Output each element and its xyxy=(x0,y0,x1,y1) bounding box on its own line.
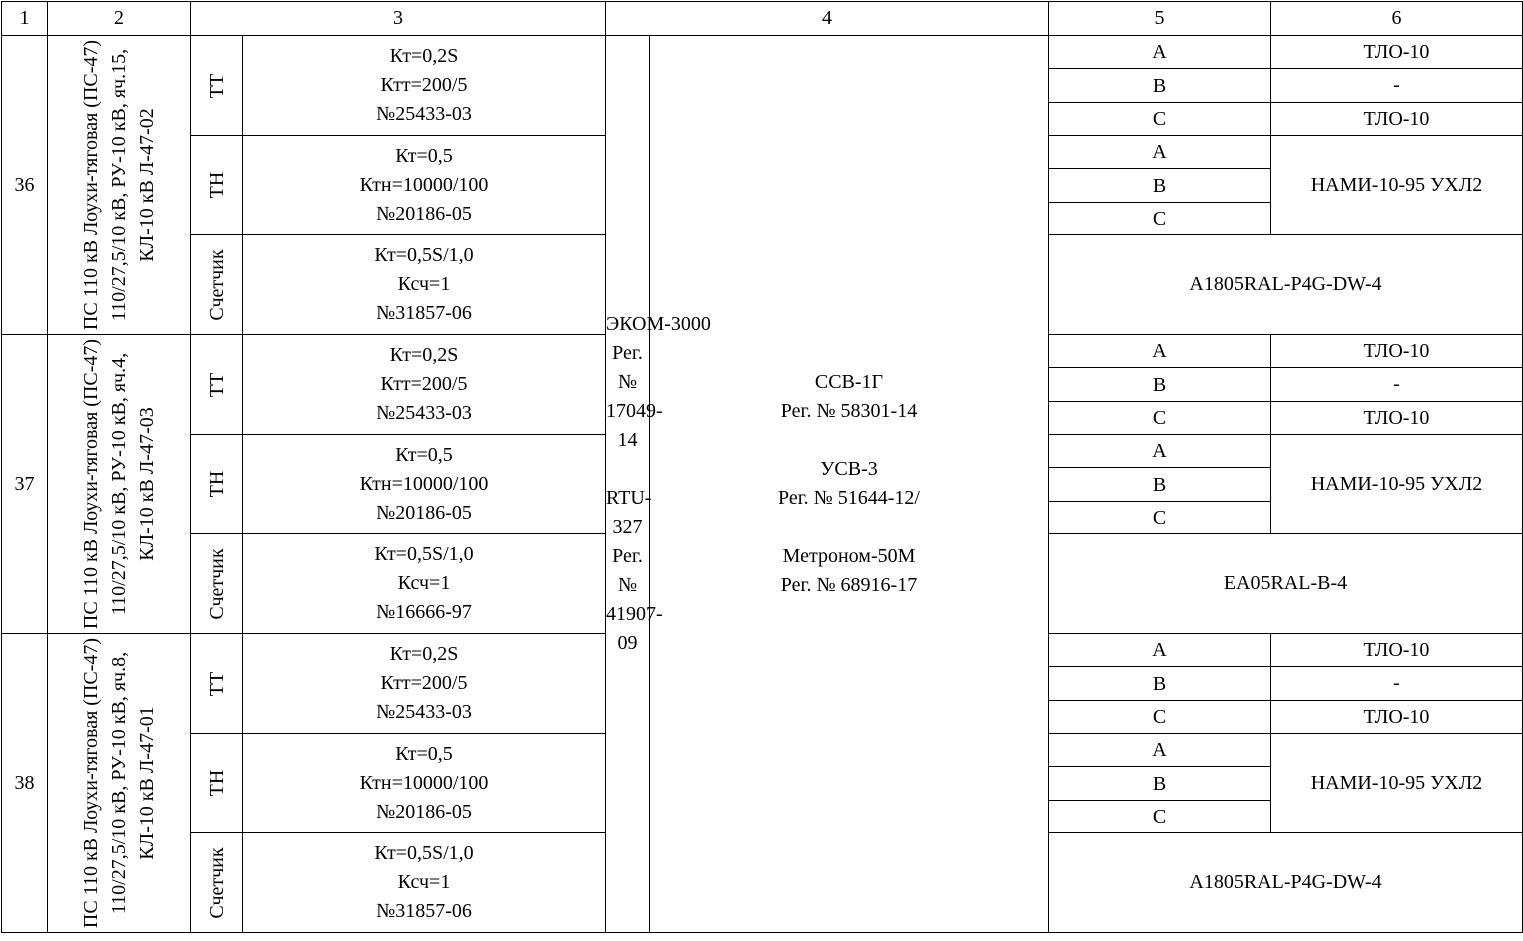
tn-params: Кт=0,5 Ктн=10000/100 №20186-05 xyxy=(243,136,606,235)
header-cell-2: 2 xyxy=(48,2,191,36)
tt-phase-device: - xyxy=(1271,368,1523,402)
tn-phase-label: A xyxy=(1049,734,1271,767)
meter-type-label: Счетчик xyxy=(205,547,228,620)
meter-type-label: Счетчик xyxy=(205,846,228,919)
tt-phase-label: B xyxy=(1049,368,1271,402)
tt-type-label: ТТ xyxy=(205,671,228,696)
tt-phase-label: C xyxy=(1049,402,1271,435)
tn-phase-label: A xyxy=(1049,435,1271,468)
meter-type-cell xyxy=(191,235,243,335)
tt-phase-label: A xyxy=(1049,634,1271,667)
tt-phase-device: ТЛО-10 xyxy=(1271,103,1523,136)
tt-phase-row xyxy=(2,36,1523,69)
tn-type-label: ТН xyxy=(205,470,228,498)
tt-type-label: ТТ xyxy=(205,372,228,397)
tt-type-cell xyxy=(191,335,243,435)
tn-type-cell xyxy=(191,435,243,534)
row-number: 37 xyxy=(2,335,48,634)
tn-phase-label: B xyxy=(1049,169,1271,203)
col5-devices: ЭКОМ-3000 Рег. № 17049-14 RTU-327 Рег. № 41907-09 xyxy=(606,36,650,933)
row-number: 38 xyxy=(2,634,48,933)
tn-device: НАМИ-10-95 УХЛ2 xyxy=(1271,435,1523,534)
tn-phase-label: B xyxy=(1049,767,1271,801)
tt-params: Кт=0,2S Ктт=200/5 №25433-03 xyxy=(243,36,606,136)
tt-phase-device: ТЛО-10 xyxy=(1271,701,1523,734)
tt-phase-label: A xyxy=(1049,335,1271,368)
meter-type-label: Счетчик xyxy=(205,248,228,321)
meter-params: Кт=0,5S/1,0 Ксч=1 №31857-06 xyxy=(243,235,606,335)
header-cell-1: 1 xyxy=(2,2,48,36)
tn-params: Кт=0,5 Ктн=10000/100 №20186-05 xyxy=(243,734,606,833)
tn-phase-label: C xyxy=(1049,203,1271,235)
tn-phase-label: B xyxy=(1049,468,1271,502)
tn-type-label: ТН xyxy=(205,171,228,199)
tn-phase-label: A xyxy=(1049,136,1271,169)
tt-phase-label: C xyxy=(1049,701,1271,734)
equipment-table xyxy=(1,1,1523,933)
header-cell-4: 4 xyxy=(606,2,1049,36)
tt-type-cell xyxy=(191,634,243,734)
tn-type-label: ТН xyxy=(205,769,228,797)
meter-type-cell xyxy=(191,534,243,634)
header-row xyxy=(2,2,1523,36)
object-name-cell xyxy=(48,634,191,933)
tt-phase-device: - xyxy=(1271,667,1523,701)
object-name: ПС 110 кВ Лоухи-тяговая (ПС-47) 110/27,5/10 кВ, РУ-10 кВ, яч.15, КЛ-10 кВ Л-47-02 xyxy=(80,39,158,331)
object-name: ПС 110 кВ Лоухи-тяговая (ПС-47) 110/27,5/10 кВ, РУ-10 кВ, яч.8, КЛ-10 кВ Л-47-01 xyxy=(80,637,158,929)
row-number: 36 xyxy=(2,36,48,335)
meter-device: A1805RAL-P4G-DW-4 xyxy=(1049,235,1523,335)
object-name-cell xyxy=(48,335,191,634)
tt-phase-device: - xyxy=(1271,69,1523,103)
header-cell-3: 3 xyxy=(191,2,606,36)
tt-type-cell xyxy=(191,36,243,136)
tt-phase-label: B xyxy=(1049,667,1271,701)
header-cell-5: 5 xyxy=(1049,2,1271,36)
tt-type-label: ТТ xyxy=(205,73,228,98)
meter-device: EA05RAL-B-4 xyxy=(1049,534,1523,634)
tt-phase-label: C xyxy=(1049,103,1271,136)
tn-params: Кт=0,5 Ктн=10000/100 №20186-05 xyxy=(243,435,606,534)
meter-params: Кт=0,5S/1,0 Ксч=1 №31857-06 xyxy=(243,833,606,933)
tn-device: НАМИ-10-95 УХЛ2 xyxy=(1271,136,1523,235)
meter-device: A1805RAL-P4G-DW-4 xyxy=(1049,833,1523,933)
col6-devices: ССВ-1Г Рег. № 58301-14 УСВ-3 Рег. № 51644-12/ Метроном-50М Рег. № 68916-17 xyxy=(650,36,1049,933)
tt-params: Кт=0,2S Ктт=200/5 №25433-03 xyxy=(243,634,606,734)
tt-phase-device: ТЛО-10 xyxy=(1271,634,1523,667)
table-body xyxy=(2,2,1523,933)
tt-phase-label: B xyxy=(1049,69,1271,103)
tt-phase-device: ТЛО-10 xyxy=(1271,335,1523,368)
tn-phase-label: C xyxy=(1049,502,1271,534)
tn-device: НАМИ-10-95 УХЛ2 xyxy=(1271,734,1523,833)
tt-phase-device: ТЛО-10 xyxy=(1271,402,1523,435)
tn-type-cell xyxy=(191,734,243,833)
object-name-cell xyxy=(48,36,191,335)
meter-type-cell xyxy=(191,833,243,933)
meter-params: Кт=0,5S/1,0 Ксч=1 №16666-97 xyxy=(243,534,606,634)
header-cell-6: 6 xyxy=(1271,2,1523,36)
tn-phase-label: C xyxy=(1049,801,1271,833)
tt-phase-device: ТЛО-10 xyxy=(1271,36,1523,69)
object-name: ПС 110 кВ Лоухи-тяговая (ПС-47) 110/27,5/10 кВ, РУ-10 кВ, яч.4, КЛ-10 кВ Л-47-03 xyxy=(80,338,158,630)
tt-phase-label: A xyxy=(1049,36,1271,69)
tt-params: Кт=0,2S Ктт=200/5 №25433-03 xyxy=(243,335,606,435)
tn-type-cell xyxy=(191,136,243,235)
